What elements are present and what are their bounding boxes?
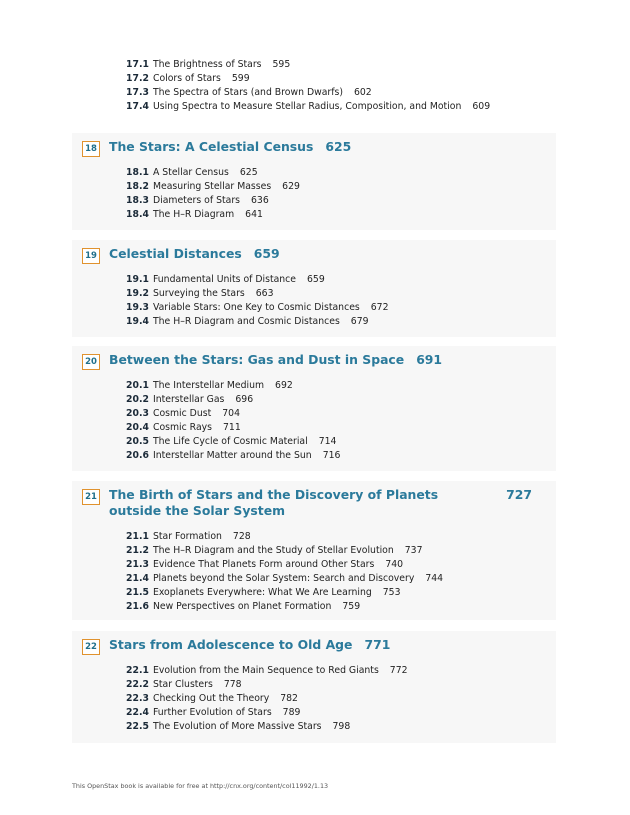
toc-section[interactable] — [126, 558, 556, 572]
toc-section[interactable] — [126, 287, 556, 301]
section-list — [72, 163, 556, 222]
chapter-heading[interactable] — [72, 631, 556, 661]
section-number: 19.2 — [126, 288, 149, 299]
section-title: The Spectra of Stars (and Brown Dwarfs) — [152, 87, 343, 98]
chapter-page: 625 — [325, 139, 352, 154]
section-number: 22.1 — [126, 665, 149, 676]
toc-section[interactable] — [126, 100, 556, 114]
section-number: 18.2 — [126, 181, 149, 192]
section-number: 20.6 — [126, 450, 149, 461]
toc-section[interactable] — [126, 301, 556, 315]
chapter-21-block — [72, 481, 556, 620]
section-page: 782 — [280, 693, 298, 704]
section-page: 672 — [370, 302, 389, 313]
chapter-page: 771 — [364, 637, 391, 652]
section-page: 744 — [425, 573, 444, 584]
toc-section[interactable] — [126, 664, 556, 678]
section-title: Fundamental Units of Distance — [152, 274, 297, 285]
section-page: 716 — [322, 450, 341, 461]
section-page: 704 — [222, 408, 240, 419]
section-list — [72, 525, 556, 614]
chapter-title-text: Between the Stars: Gas and Dust in Space — [109, 352, 405, 367]
section-number: 20.4 — [126, 422, 149, 433]
toc-section[interactable] — [126, 720, 556, 734]
section-page: 679 — [350, 316, 369, 327]
toc-section[interactable] — [126, 407, 556, 421]
section-page: 696 — [235, 394, 254, 405]
section-list — [72, 58, 556, 114]
chapter-heading[interactable] — [72, 346, 556, 376]
section-page: 753 — [382, 587, 401, 598]
section-number: 21.3 — [126, 559, 149, 570]
section-title: Using Spectra to Measure Stellar Radius, Composition, and Motion — [152, 101, 462, 112]
section-title: Evolution from the Main Sequence to Red Giants — [152, 665, 379, 676]
toc-section[interactable] — [126, 273, 556, 287]
section-number: 19.1 — [126, 274, 149, 285]
section-number: 22.5 — [126, 721, 149, 732]
section-number: 21.2 — [126, 545, 149, 556]
section-title: The Brightness of Stars — [152, 59, 262, 70]
section-number: 20.2 — [126, 394, 149, 405]
chapter-20-block — [72, 346, 556, 471]
section-number: 21.5 — [126, 587, 149, 598]
chapter-17-continuation — [72, 58, 556, 114]
chapter-number-badge: 22 — [82, 639, 100, 655]
section-title: Star Formation — [152, 531, 222, 542]
section-page: 737 — [404, 545, 423, 556]
section-page: 663 — [255, 288, 274, 299]
section-title: Cosmic Dust — [152, 408, 212, 419]
section-number: 17.2 — [126, 73, 149, 84]
chapter-22-block — [72, 631, 556, 743]
section-title: Measuring Stellar Masses — [152, 181, 272, 192]
toc-section[interactable] — [126, 706, 556, 720]
section-title: Exoplanets Everywhere: What We Are Learning — [152, 587, 372, 598]
chapter-title — [109, 139, 351, 155]
section-title: New Perspectives on Planet Formation — [152, 601, 332, 612]
section-page: 609 — [472, 101, 491, 112]
section-number: 21.1 — [126, 531, 149, 542]
toc-section[interactable] — [126, 600, 556, 614]
section-number: 17.4 — [126, 101, 149, 112]
toc-section[interactable] — [126, 421, 556, 435]
section-page: 636 — [250, 195, 269, 206]
section-title: Surveying the Stars — [152, 288, 245, 299]
section-title: Interstellar Matter around the Sun — [152, 450, 312, 461]
section-page: 599 — [231, 73, 250, 84]
section-page: 659 — [307, 274, 325, 285]
chapter-heading[interactable] — [72, 133, 556, 163]
chapter-page: 659 — [253, 246, 280, 261]
chapter-title-text: Stars from Adolescence to Old Age — [109, 637, 353, 652]
section-page: 602 — [353, 87, 372, 98]
section-number: 21.4 — [126, 573, 149, 584]
section-page: 778 — [223, 679, 242, 690]
section-title: Star Clusters — [152, 679, 213, 690]
section-page: 728 — [232, 531, 251, 542]
toc-section[interactable] — [126, 544, 556, 558]
section-page: 714 — [318, 436, 337, 447]
toc-section[interactable] — [126, 58, 556, 72]
section-title: Diameters of Stars — [152, 195, 240, 206]
toc-section[interactable] — [126, 194, 556, 208]
section-number: 18.3 — [126, 195, 149, 206]
toc-section[interactable] — [126, 692, 556, 706]
toc-section[interactable] — [126, 86, 556, 100]
section-title: The Life Cycle of Cosmic Material — [152, 436, 308, 447]
section-number: 19.4 — [126, 316, 149, 327]
chapter-heading[interactable] — [72, 240, 556, 270]
section-title: The Interstellar Medium — [152, 380, 265, 391]
section-list — [72, 661, 556, 734]
chapter-18-block — [72, 133, 556, 230]
toc-section[interactable] — [126, 393, 556, 407]
chapter-19-block — [72, 240, 556, 337]
section-page: 772 — [389, 665, 408, 676]
section-page: 740 — [385, 559, 404, 570]
section-page: 595 — [272, 59, 291, 70]
chapter-page: 691 — [416, 352, 443, 367]
toc-section[interactable] — [126, 72, 556, 86]
chapter-number-badge: 21 — [82, 489, 100, 505]
chapter-title — [109, 352, 442, 368]
section-number: 20.3 — [126, 408, 149, 419]
section-list — [72, 270, 556, 329]
chapter-number-badge: 20 — [82, 354, 100, 370]
section-title: Further Evolution of Stars — [152, 707, 272, 718]
toc-section[interactable] — [126, 166, 556, 180]
chapter-page: 727 — [506, 487, 532, 502]
section-title: The Evolution of More Massive Stars — [152, 721, 322, 732]
section-list — [72, 376, 556, 463]
toc-section[interactable] — [126, 379, 556, 393]
section-number: 22.3 — [126, 693, 149, 704]
section-title: The H–R Diagram — [152, 209, 235, 220]
section-number: 20.5 — [126, 436, 149, 447]
section-page: 629 — [282, 181, 300, 192]
toc-section[interactable] — [126, 180, 556, 194]
chapter-title — [109, 637, 390, 653]
section-number: 21.6 — [126, 601, 149, 612]
section-title: Planets beyond the Solar System: Search and Discovery — [152, 573, 415, 584]
section-title: Cosmic Rays — [152, 422, 212, 433]
section-number: 17.3 — [126, 87, 149, 98]
section-number: 18.1 — [126, 167, 149, 178]
page-footer: This OpenStax book is available for free at http://cnx.org/content/col11992/1.13 — [72, 782, 329, 790]
section-number: 19.3 — [126, 302, 149, 313]
section-number: 20.1 — [126, 380, 149, 391]
section-number: 22.4 — [126, 707, 149, 718]
chapter-number-badge: 19 — [82, 248, 100, 264]
section-title: Interstellar Gas — [152, 394, 225, 405]
section-title: The H–R Diagram and Cosmic Distances — [152, 316, 340, 327]
section-title: Checking Out the Theory — [152, 693, 270, 704]
chapter-title — [109, 246, 280, 262]
section-title: The H–R Diagram and the Study of Stellar Evolution — [152, 545, 394, 556]
section-page: 759 — [342, 601, 361, 612]
section-title: Variable Stars: One Key to Cosmic Distances — [152, 302, 360, 313]
toc-section[interactable] — [126, 678, 556, 692]
toc-section[interactable] — [126, 572, 556, 586]
chapter-title-text: The Stars: A Celestial Census — [109, 139, 314, 154]
toc-section[interactable] — [126, 530, 556, 544]
section-page: 641 — [245, 209, 263, 220]
toc-section[interactable] — [126, 449, 556, 463]
section-number: 17.1 — [126, 59, 149, 70]
section-page: 798 — [332, 721, 351, 732]
toc-section[interactable] — [126, 315, 556, 329]
section-page: 789 — [282, 707, 301, 718]
toc-section[interactable] — [126, 208, 556, 222]
section-page: 692 — [275, 380, 293, 391]
section-number: 18.4 — [126, 209, 149, 220]
chapter-number-badge: 18 — [82, 141, 100, 157]
section-page: 711 — [222, 422, 241, 433]
section-title: Colors of Stars — [152, 73, 221, 84]
chapter-title-text: Celestial Distances — [109, 246, 242, 261]
section-page: 625 — [239, 167, 258, 178]
chapter-title: The Birth of Stars and the Discovery of Planets outside the Solar System — [109, 487, 439, 518]
section-number: 22.2 — [126, 679, 149, 690]
section-title: A Stellar Census — [152, 167, 229, 178]
chapter-heading[interactable] — [72, 481, 556, 525]
section-title: Evidence That Planets Form around Other Stars — [152, 559, 375, 570]
toc-section[interactable] — [126, 435, 556, 449]
toc-section[interactable] — [126, 586, 556, 600]
